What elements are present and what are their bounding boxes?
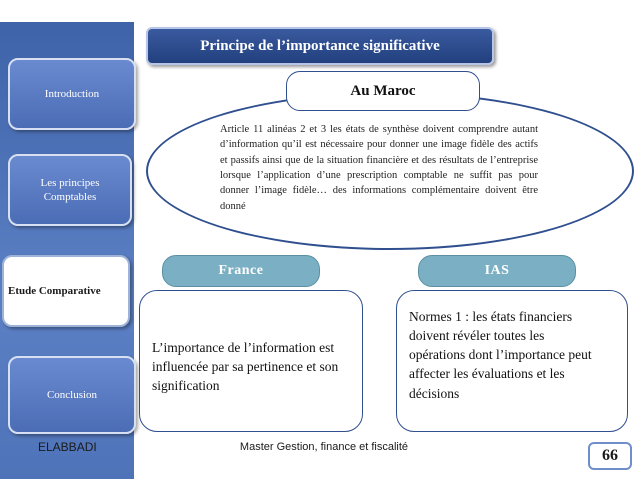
slide-title: [146, 27, 494, 65]
slide-title-text: Principe de l’importance significative: [200, 37, 440, 54]
footer-course: Master Gestion, finance et fiscalité: [239, 441, 409, 453]
sidebar-item-etude-comparative[interactable]: [2, 255, 130, 327]
ias-label-text: IAS: [484, 263, 510, 278]
sidebar-item-label: Conclusion: [46, 388, 98, 401]
sidebar-item-principes[interactable]: [8, 154, 132, 226]
page-number-badge: [588, 442, 632, 470]
footer-author: ELABBADI: [38, 440, 97, 454]
sidebar-item-label: Etude Comparative: [8, 284, 101, 297]
sidebar-item-label: Introduction: [44, 87, 100, 100]
france-label: [162, 255, 320, 287]
france-label-text: France: [218, 263, 264, 278]
sidebar-item-label: Les principes Comptables: [40, 176, 100, 203]
ias-text: Normes 1 : les états financiers doivent révéler toutes les opérations dont l’importance peut affecter les évaluations et les décisions: [409, 309, 592, 401]
sidebar-item-conclusion[interactable]: [8, 356, 136, 434]
sidebar-item-introduction[interactable]: [8, 58, 136, 130]
france-box: [139, 290, 363, 432]
france-text: L’importance de l’information est influencée par sa pertinence et son signification: [152, 340, 339, 393]
page-number: 66: [602, 447, 618, 464]
ias-box: [396, 290, 628, 432]
maroc-text: Article 11 alinéas 2 et 3 les états de synthèse doivent comprendre autant d’information qu’il est nécessaire pour donner une image fidèle des actifs et passifs ainsi que de la situation financière et des résultats de l’entreprise lorsque l’application d’une prescription comptable ne suffit pas pour donner l’image fidèle… des informations complémentaire doivent être donné: [220, 124, 538, 212]
maroc-label: Au Maroc: [350, 82, 416, 99]
maroc-label-box: [286, 71, 480, 111]
ias-label: [418, 255, 576, 287]
